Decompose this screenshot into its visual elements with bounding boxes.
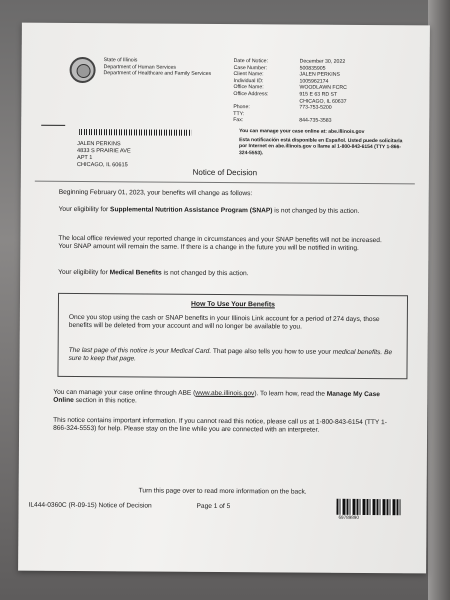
value-date: December 30, 2022 bbox=[299, 58, 346, 65]
label-individual-id: Individual ID: bbox=[233, 77, 264, 85]
recipient-name: JALEN PERKINS bbox=[77, 140, 121, 148]
case-info-values bbox=[299, 59, 409, 126]
snap-pre: Your eligibility for bbox=[58, 205, 111, 214]
label-tty: TTY: bbox=[233, 110, 245, 117]
recipient-address bbox=[77, 141, 217, 170]
medical-pre: Your eligibility for bbox=[58, 268, 110, 277]
turn-page-note: Turn this page over to read more information on the back. bbox=[138, 487, 307, 496]
box-title: How To Use Your Benefits bbox=[191, 300, 275, 309]
title-divider bbox=[35, 181, 415, 185]
value-case-number: 500835905 bbox=[299, 65, 326, 72]
agency-line1: State of Illinois bbox=[103, 57, 138, 64]
state-seal-icon bbox=[69, 57, 95, 83]
medical-benefits-label: Medical Benefits bbox=[109, 269, 162, 277]
agency-header bbox=[104, 57, 234, 78]
barcode-number: 69789890 bbox=[338, 514, 359, 520]
agency-line3: Department of Healthcare and Family Services bbox=[103, 70, 212, 78]
label-date: Date of Notice: bbox=[233, 58, 268, 65]
manage-pre: You can manage your case online through ABE ( bbox=[53, 388, 196, 397]
background-floor bbox=[428, 0, 450, 600]
label-office-name: Office Name: bbox=[233, 84, 264, 91]
paragraph-review: The local office reviewed your reported change in circumstances and your SNAP benefits will not be increased. Your SNAP amount will remain the same. If there is a change in the future you will be notified in writing. bbox=[58, 234, 382, 253]
value-phone: 773-753-5200 bbox=[299, 104, 332, 111]
label-phone: Phone: bbox=[233, 104, 250, 111]
label-fax: Fax: bbox=[233, 117, 244, 124]
manage-mid: ). To learn how, read the bbox=[254, 390, 327, 398]
case-info-labels bbox=[233, 58, 297, 124]
paragraph-snap-eligibility bbox=[59, 206, 399, 217]
box-p2-rest: That page also tells you how to use your bbox=[211, 347, 333, 356]
box-medical-card-note: The last page of this notice is your Medical Card. bbox=[68, 346, 212, 355]
recipient-city: CHICAGO, IL 60615 bbox=[76, 161, 128, 169]
recipient-street: 4833 S PRAIRIE AVE bbox=[77, 147, 131, 155]
paragraph-1: Beginning February 01, 2023, your benefits will change as follows: bbox=[58, 188, 253, 198]
label-case-number: Case Number: bbox=[233, 64, 268, 71]
value-client-name: JALEN PERKINS bbox=[299, 71, 340, 78]
online-notice: You can manage your case online at: abe.illinois.gov bbox=[239, 128, 365, 135]
abe-link[interactable]: www.abe.illinois.gov bbox=[195, 389, 255, 398]
paragraph-medical bbox=[58, 269, 398, 280]
value-office-name: WOODLAWN FCRC bbox=[299, 84, 347, 92]
postal-barcode bbox=[79, 129, 191, 136]
agency-line2: Department of Human Services bbox=[103, 63, 177, 71]
separator-dash bbox=[41, 125, 65, 126]
value-fax: 844-735-3583 bbox=[299, 117, 332, 125]
recipient-apt: APT 1 bbox=[76, 154, 93, 162]
box-paragraph-1: Once you stop using the cash or SNAP benefits in your Illinois Link account for a period of 274 days, those benefits will be deleted from your account and will no longer be available to you. bbox=[68, 313, 380, 331]
spanish-notice: Esta notificación está disponible en Español. Usted puede solicitarla por Internet en abe.illinois.gov o llame al 1-800-843-6154 (TTY 1-866-324-5553). bbox=[238, 137, 403, 157]
value-office-street: 915 E 63 RD ST bbox=[299, 91, 338, 98]
medical-post: is not changed by this action. bbox=[161, 269, 249, 278]
how-to-use-box bbox=[57, 293, 408, 379]
manage-post: section in this notice. bbox=[73, 397, 137, 405]
paragraph-manage-online bbox=[53, 389, 401, 408]
paragraph-important: This notice contains important information. If you cannot read this notice, please call us at 1-800-843-6154 (TTY 1-866-324-5553) for help. Please stay on the line while you are connected with an interpreter. bbox=[53, 416, 387, 435]
snap-post: is not changed by this action. bbox=[272, 207, 360, 215]
label-client-name: Client Name: bbox=[233, 71, 264, 78]
box-paragraph-2 bbox=[69, 347, 403, 366]
value-office-city: CHICAGO, IL 60637 bbox=[299, 98, 347, 105]
label-office-address: Office Address: bbox=[233, 91, 269, 98]
box-keep-page-note: medical benefits. Be sure to keep that page. bbox=[68, 348, 393, 363]
form-number: IL444-0360C (R-09-15) Notice of Decision bbox=[28, 501, 152, 510]
snap-program-name: Supplemental Nutrition Assistance Program (SNAP) bbox=[110, 206, 273, 215]
manage-section-name: Manage My Case Online bbox=[53, 390, 380, 405]
document-barcode bbox=[336, 499, 400, 515]
page-number: Page 1 of 5 bbox=[196, 502, 231, 511]
notice-title: Notice of Decision bbox=[192, 167, 258, 178]
value-individual-id: 1005962174 bbox=[299, 78, 329, 85]
notice-document bbox=[18, 23, 430, 574]
